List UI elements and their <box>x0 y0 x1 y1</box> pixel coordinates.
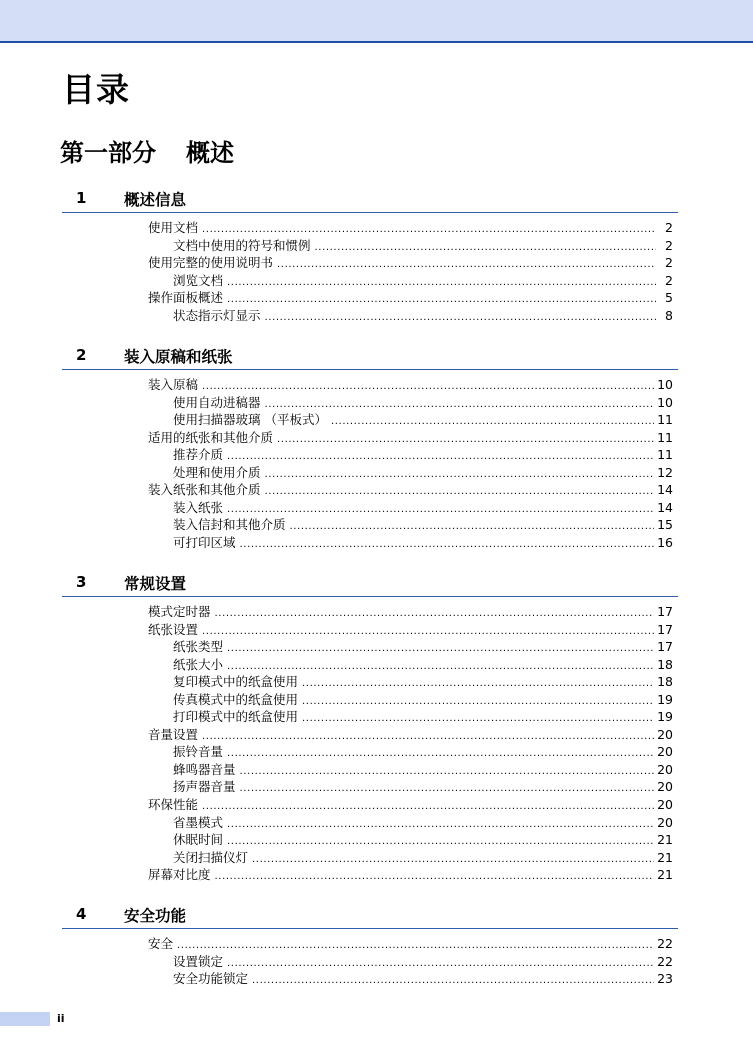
toc-entry-title: 使用扫描器玻璃 （平板式） <box>173 412 327 428</box>
toc-page-number: 2 <box>665 220 673 235</box>
toc-page-number: 23 <box>657 971 673 987</box>
toc-subentry[interactable] <box>148 307 673 325</box>
toc-entry[interactable] <box>148 376 673 394</box>
page-number: ii <box>57 1012 65 1025</box>
toc-page-number: 20 <box>657 761 673 777</box>
toc-page-number: 22 <box>657 936 673 951</box>
toc-subentry[interactable] <box>148 638 673 656</box>
toc-entry-title: 浏览文档 <box>173 272 224 288</box>
toc-entry-title: 使用文档 <box>148 220 199 235</box>
toc-entry-title: 装入纸张 <box>173 499 224 515</box>
header-band <box>0 0 753 43</box>
toc-page-number: 21 <box>657 867 673 883</box>
toc-page-number: 10 <box>657 394 673 410</box>
toc-page-number: 11 <box>657 412 673 428</box>
toc-entry[interactable] <box>148 603 673 621</box>
dot-leader <box>265 309 656 327</box>
toc-entry-title: 可打印区域 <box>173 534 236 550</box>
chapter-heading <box>62 570 678 597</box>
chapter-number: 4 <box>76 905 87 923</box>
toc-page-number: 10 <box>657 377 673 392</box>
toc-page-number: 21 <box>657 849 673 865</box>
toc-entry-title: 打印模式中的纸盒使用 <box>173 709 299 725</box>
chapter-heading <box>62 186 678 213</box>
toc-entry-title: 文档中使用的符号和惯例 <box>173 237 311 253</box>
toc-entry-title: 屏幕对比度 <box>148 867 211 883</box>
toc-page-number: 17 <box>657 639 673 655</box>
chapter-number: 2 <box>76 346 87 364</box>
toc-page-number: 16 <box>657 534 673 550</box>
toc-entry[interactable] <box>148 935 673 953</box>
toc-page-number: 15 <box>657 517 673 533</box>
toc-entry-title: 蜂鸣器音量 <box>173 761 236 777</box>
toc-subentry[interactable] <box>148 970 673 988</box>
toc-entry[interactable] <box>148 726 673 744</box>
toc-entry-title: 处理和使用介质 <box>173 464 261 480</box>
toc-subentry[interactable] <box>148 691 673 709</box>
toc-page-number: 22 <box>657 953 673 969</box>
toc-subentry[interactable] <box>148 446 673 464</box>
chapter-title[interactable]: 安全功能 <box>124 907 187 925</box>
chapter-heading <box>62 343 678 370</box>
toc-subentry[interactable] <box>148 761 673 779</box>
toc-entry-title: 装入信封和其他介质 <box>173 517 286 533</box>
toc-entry-title: 纸张设置 <box>148 621 199 637</box>
toc-subentry[interactable] <box>148 814 673 832</box>
toc-entry-title: 传真模式中的纸盒使用 <box>173 691 299 707</box>
page-tab <box>0 1012 50 1026</box>
toc-subentry[interactable] <box>148 953 673 971</box>
toc-entry[interactable] <box>148 429 673 447</box>
toc-page-number: 11 <box>657 429 673 445</box>
toc-subentry[interactable] <box>148 534 673 552</box>
toc-entry-title: 使用完整的使用说明书 <box>148 255 274 271</box>
toc-page-number: 18 <box>657 656 673 672</box>
toc-page-number: 18 <box>657 674 673 690</box>
toc-subentry[interactable] <box>148 272 673 290</box>
toc-subentry[interactable] <box>148 778 673 796</box>
toc-page-number: 21 <box>657 832 673 848</box>
chapter-number: 1 <box>76 189 87 207</box>
toc-entry-title: 纸张类型 <box>173 639 224 655</box>
toc-entry-title: 操作面板概述 <box>148 290 224 306</box>
toc-entry-title: 振铃音量 <box>173 744 224 760</box>
toc-subentry[interactable] <box>148 673 673 691</box>
toc-title: 目录 <box>62 70 130 109</box>
toc-page-number: 14 <box>657 499 673 515</box>
toc-page-number: 5 <box>665 290 673 306</box>
toc-page-number: 2 <box>665 237 673 253</box>
toc-page-number: 20 <box>657 779 673 795</box>
toc-entry-list <box>148 219 673 324</box>
toc-subentry[interactable] <box>148 656 673 674</box>
toc-page-number: 8 <box>665 307 673 323</box>
toc-entry[interactable] <box>148 254 673 272</box>
toc-entry[interactable] <box>148 621 673 639</box>
toc-entry-title: 设置锁定 <box>173 953 224 969</box>
toc-entry-title: 休眠时间 <box>173 832 224 848</box>
toc-subentry[interactable] <box>148 394 673 412</box>
toc-entry-title: 省墨模式 <box>173 814 224 830</box>
toc-entry[interactable] <box>148 481 673 499</box>
toc-entry[interactable] <box>148 289 673 307</box>
toc-page-number: 20 <box>657 726 673 742</box>
toc-entry-title: 扬声器音量 <box>173 779 236 795</box>
chapter-heading <box>62 902 678 929</box>
toc-subentry[interactable] <box>148 849 673 867</box>
part-name: 概述 <box>186 139 234 167</box>
chapter-title[interactable]: 装入原稿和纸张 <box>124 348 233 366</box>
toc-entry-list <box>148 603 673 884</box>
toc-entry-list <box>148 376 673 551</box>
toc-subentry[interactable] <box>148 237 673 255</box>
toc-page-number: 12 <box>657 464 673 480</box>
part-label: 第一部分 <box>60 139 156 167</box>
toc-page-number: 17 <box>657 604 673 619</box>
toc-subentry[interactable] <box>148 743 673 761</box>
toc-entry-title: 装入原稿 <box>148 377 199 392</box>
toc-entry-title: 适用的纸张和其他介质 <box>148 429 274 445</box>
toc-entry-title: 安全功能锁定 <box>173 971 249 987</box>
toc-page-number: 20 <box>657 814 673 830</box>
toc-entry-title: 环保性能 <box>148 797 199 813</box>
toc-entry-title: 关闭扫描仪灯 <box>173 849 249 865</box>
toc-page-number: 11 <box>657 447 673 463</box>
toc-entry[interactable] <box>148 219 673 237</box>
toc-page-number: 2 <box>665 255 673 271</box>
toc-subentry[interactable] <box>148 831 673 849</box>
toc-entry-title: 音量设置 <box>148 726 199 742</box>
toc-page-number: 14 <box>657 482 673 498</box>
chapter-title[interactable]: 概述信息 <box>124 191 187 209</box>
toc-entry-list <box>148 935 673 988</box>
toc-subentry[interactable] <box>148 499 673 517</box>
toc-subentry[interactable] <box>148 464 673 482</box>
toc-page-number: 20 <box>657 744 673 760</box>
dot-leader <box>252 972 654 990</box>
toc-page-number: 2 <box>665 272 673 288</box>
dot-leader <box>215 868 655 886</box>
toc-subentry[interactable] <box>148 516 673 534</box>
toc-entry-title: 复印模式中的纸盒使用 <box>173 674 299 690</box>
toc-page-number: 19 <box>657 691 673 707</box>
dot-leader <box>240 536 655 554</box>
toc-entry-title: 模式定时器 <box>148 604 211 619</box>
toc-entry[interactable] <box>148 796 673 814</box>
toc-page-number: 17 <box>657 621 673 637</box>
toc-entry-title: 装入纸张和其他介质 <box>148 482 261 498</box>
toc-page-number: 20 <box>657 797 673 813</box>
toc-entry-title: 状态指示灯显示 <box>173 307 261 323</box>
toc-entry-title: 纸张大小 <box>173 656 224 672</box>
toc-entry-title: 推荐介质 <box>173 447 224 463</box>
toc-page-number: 19 <box>657 709 673 725</box>
part-title <box>60 133 234 168</box>
chapter-title[interactable]: 常规设置 <box>124 575 187 593</box>
toc-entry[interactable] <box>148 866 673 884</box>
toc-entry-title: 使用自动进稿器 <box>173 394 261 410</box>
toc-entry-title: 安全 <box>148 936 174 951</box>
chapter-number: 3 <box>76 573 87 591</box>
toc-subentry[interactable] <box>148 708 673 726</box>
toc-subentry[interactable] <box>148 411 673 429</box>
